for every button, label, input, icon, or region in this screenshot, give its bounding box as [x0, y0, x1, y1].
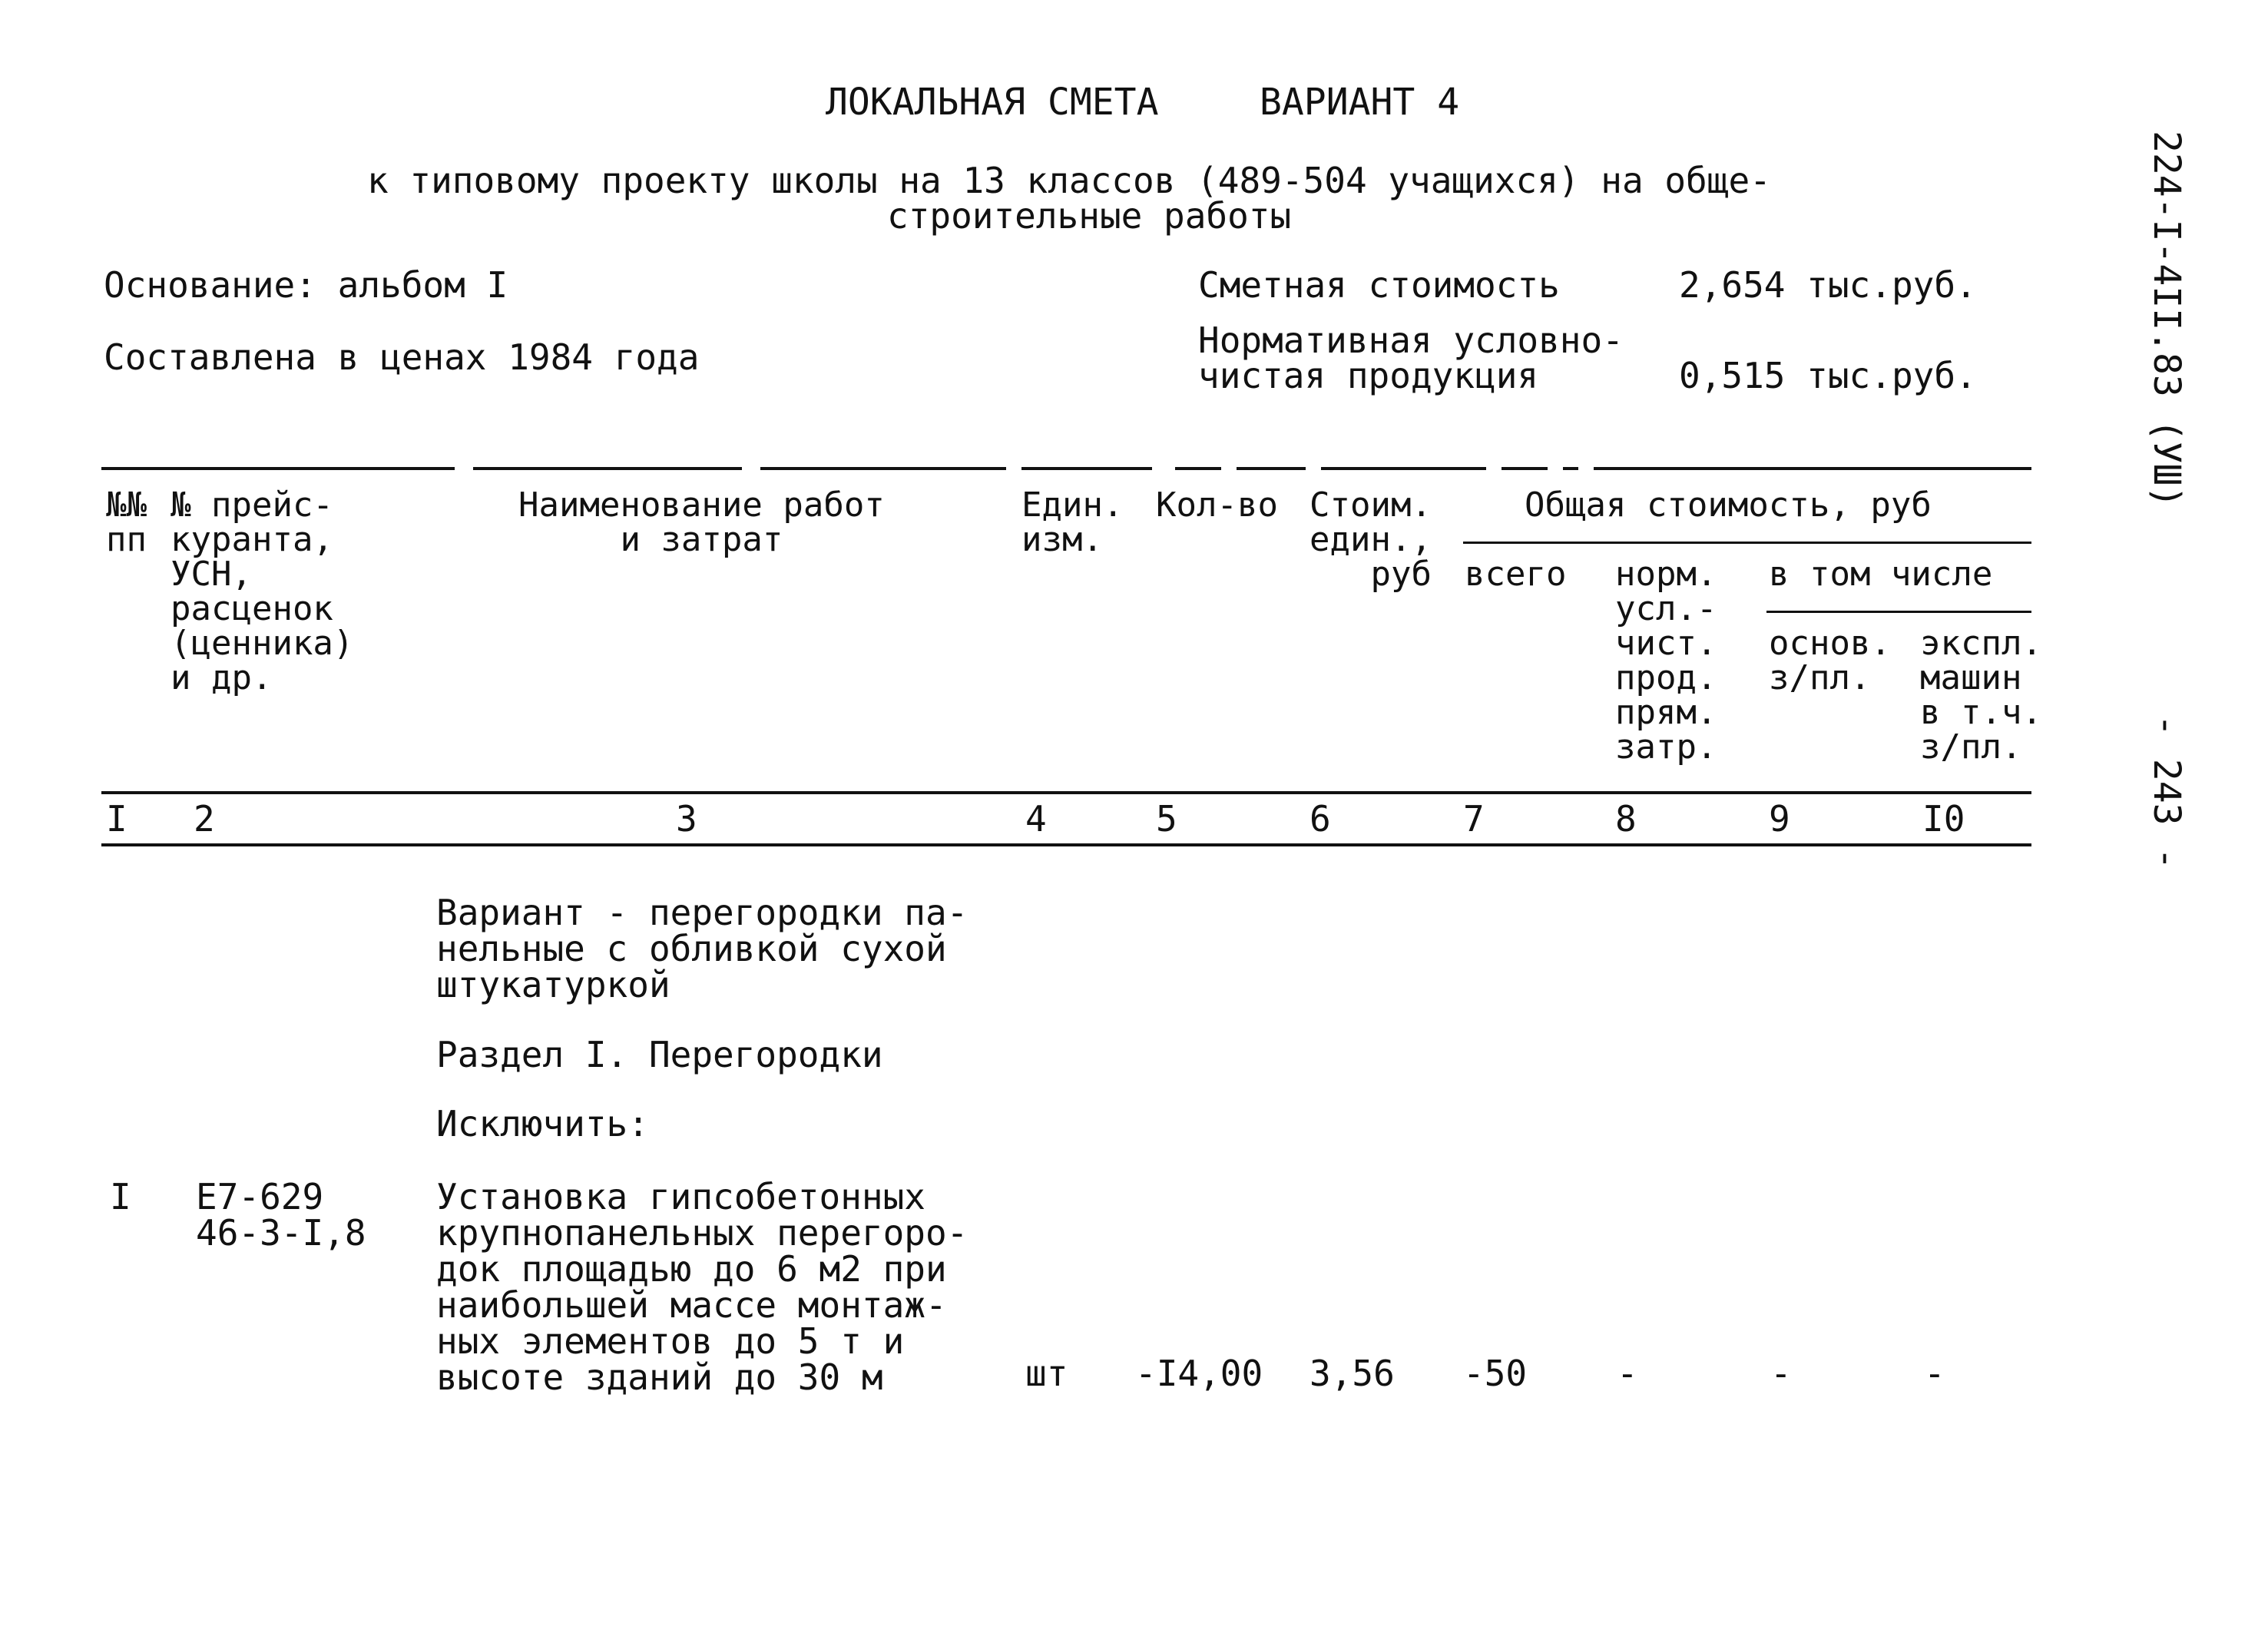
table-top-rule-10: [1594, 467, 2031, 470]
column-number-1: I: [106, 798, 127, 840]
norm-label-line-2: чистая продукция: [1198, 355, 1539, 396]
row-total: -50: [1463, 1353, 1528, 1394]
column-number-5: 5: [1156, 798, 1177, 840]
header-col-7: всего: [1465, 555, 1567, 594]
header-group-total: Общая стоимость, руб: [1525, 485, 1932, 525]
subtitle-line-1: к типовому проекту школы на 13 классов (489-504 учащихся) на обще-: [367, 160, 1771, 201]
header-col-2: № прейс- куранта, УСН, расценок (ценника) и др.: [171, 485, 354, 697]
table-top-rule-9: [1563, 467, 1578, 470]
table-top-rule-5: [1175, 467, 1221, 470]
page-number: - 243 -: [2145, 714, 2188, 870]
table-top-rule-7: [1321, 467, 1486, 470]
variant-label: ВАРИАНТ 4: [1260, 81, 1460, 124]
row-code: Е7-629 46-3-I,8: [196, 1176, 366, 1254]
column-number-7: 7: [1463, 798, 1485, 840]
header-col-8: норм. усл.- чист. прод. прям. затр.: [1615, 555, 1717, 767]
row-wage: -: [1770, 1353, 1792, 1394]
subtitle-line-2: строительные работы: [887, 195, 1292, 237]
header-col-10: экспл. машин в т.ч. з/пл.: [1920, 624, 2042, 767]
table-top-rule-4: [1021, 467, 1152, 470]
column-number-8: 8: [1615, 798, 1637, 840]
variant-description: Вариант - перегородки па- нельные с обливкой сухой штукатуркой: [436, 892, 968, 1005]
column-numbers-rule: [101, 843, 2031, 846]
table-top-rule-3: [760, 467, 1006, 470]
basis-text: Основание: альбом I: [104, 264, 508, 306]
row-number: I: [110, 1176, 131, 1217]
table-top-rule-1: [101, 467, 455, 470]
exclude-label: Исключить:: [436, 1103, 649, 1144]
header-in-that-rule: [1766, 611, 2031, 613]
document-title: ЛОКАЛЬНАЯ СМЕТА: [826, 81, 1159, 124]
norm-value: 0,515 тыс.руб.: [1679, 355, 1977, 396]
document-code-stamp: 224-I-4II.83 (УШ): [2145, 131, 2188, 508]
section-title: Раздел I. Перегородки: [436, 1034, 883, 1075]
cost-value: 2,654 тыс.руб.: [1679, 264, 1977, 306]
header-col-4: Един. изм.: [1021, 485, 1124, 559]
table-top-rule-6: [1237, 467, 1306, 470]
row-name: Установка гипсобетонных крупнопанельных перегоро- док площадью до 6 м2 при наибольшей массе монтаж- ных элементов до 5 т и высоте зданий до 30 м: [436, 1176, 968, 1398]
header-col-6: Стоим. един., руб: [1309, 485, 1432, 594]
column-number-9: 9: [1769, 798, 1790, 840]
row-quantity: -I4,00: [1135, 1353, 1263, 1394]
cost-label: Сметная стоимость: [1198, 264, 1560, 306]
prices-text: Составлена в ценах 1984 года: [104, 336, 700, 378]
header-group-rule: [1463, 542, 2031, 544]
header-col-3: Наименование работ и затрат: [518, 485, 885, 559]
header-in-that: в том числе: [1769, 555, 1993, 594]
table-top-rule-2: [473, 467, 742, 470]
row-unit-cost: 3,56: [1309, 1353, 1395, 1394]
row-unit: шт: [1025, 1353, 1068, 1394]
column-number-10: I0: [1922, 798, 1965, 840]
column-number-2: 2: [194, 798, 215, 840]
column-number-6: 6: [1309, 798, 1331, 840]
table-top-rule-8: [1502, 467, 1548, 470]
norm-label-line-1: Нормативная условно-: [1198, 320, 1624, 361]
header-col-9: основ. з/пл.: [1769, 624, 1891, 697]
column-number-3: 3: [676, 798, 697, 840]
column-number-4: 4: [1025, 798, 1047, 840]
header-col-5: Кол-во: [1156, 485, 1278, 525]
header-col-1: №№ пп: [106, 485, 147, 559]
header-bottom-rule: [101, 791, 2031, 794]
row-machine: -: [1924, 1353, 1945, 1394]
row-norm: -: [1617, 1353, 1638, 1394]
